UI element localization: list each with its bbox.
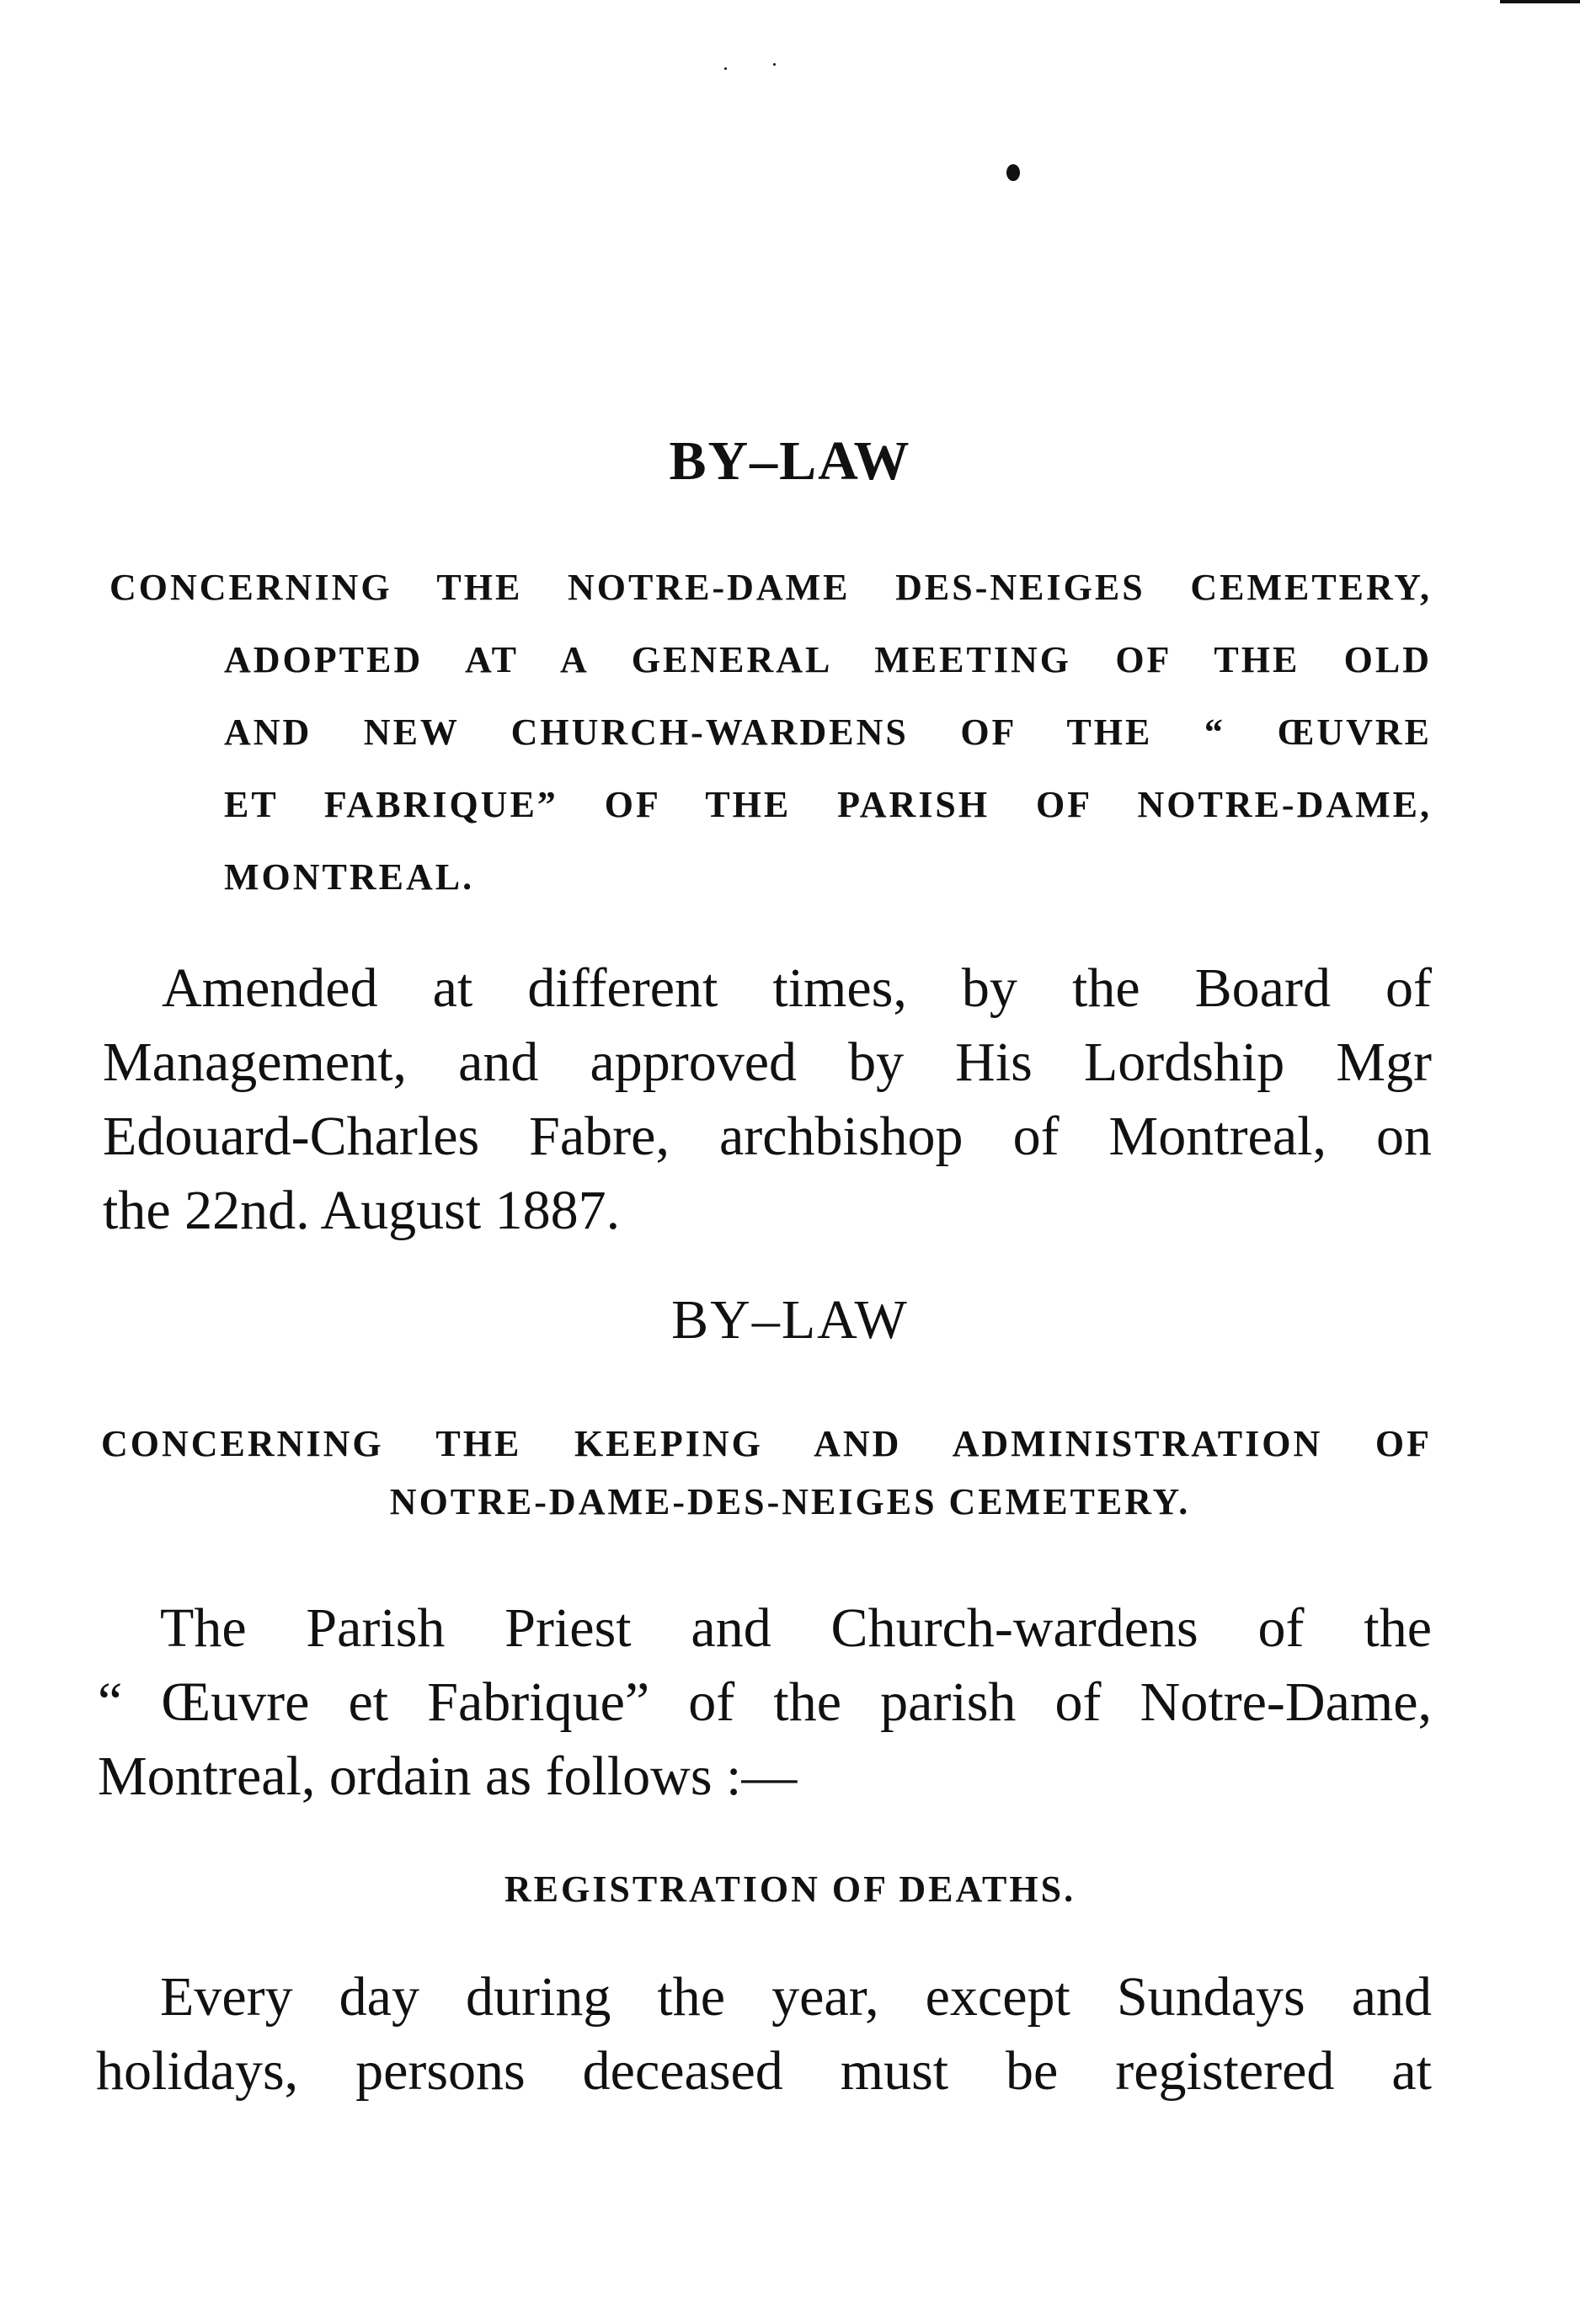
preamble-line: Montreal, ordain as follows :— <box>98 1746 798 1807</box>
amendment-line: the 22nd. August 1887. <box>103 1180 621 1241</box>
section-line: holidays, persons deceased must be registered at <box>96 2040 1432 2102</box>
second-bylaw-title: BY–LAW <box>671 1289 909 1351</box>
preamble-paragraph <box>98 1591 1432 1814</box>
first-bylaw-subtitle-line: CONCERNING THE NOTRE-DAME DES-NEIGES CEMETERY, <box>109 567 1432 608</box>
first-bylaw-subtitle-line: AND NEW CHURCH-WARDENS OF THE “ ŒUVRE <box>224 712 1432 753</box>
amendment-line: Edouard-Charles Fabre, archbishop of Montreal, on <box>103 1106 1432 1167</box>
edge-rule <box>1500 0 1580 3</box>
ink-speck <box>773 63 776 66</box>
section-heading: REGISTRATION OF DEATHS. <box>504 1868 1076 1910</box>
first-bylaw-subtitle-line: ADOPTED AT A GENERAL MEETING OF THE OLD <box>224 639 1432 680</box>
section-line: Every day during the year, except Sundays and <box>160 1966 1432 2028</box>
second-bylaw-subtitle-line: NOTRE-DAME-DES-NEIGES CEMETERY. <box>389 1481 1191 1522</box>
preamble-line: The Parish Priest and Church-wardens of the <box>160 1597 1432 1659</box>
amendment-paragraph <box>103 951 1432 1248</box>
second-bylaw-subtitle-line: CONCERNING THE KEEPING AND ADMINISTRATION OF <box>101 1423 1432 1464</box>
ink-speck <box>1006 164 1020 181</box>
section-paragraph <box>96 1960 1432 2108</box>
first-bylaw-title: BY–LAW <box>669 430 911 492</box>
first-bylaw-subtitle-line: MONTREAL. <box>224 856 475 898</box>
first-bylaw-subtitle-line: ET FABRIQUE” OF THE PARISH OF NOTRE-DAME, <box>224 784 1432 825</box>
ink-speck <box>724 67 727 70</box>
amendment-line: Amended at different times, by the Board of <box>162 957 1432 1019</box>
preamble-line: “ Œuvre et Fabrique” of the parish of Notre-Dame, <box>98 1671 1432 1733</box>
amendment-line: Management, and approved by His Lordship Mgr <box>103 1031 1432 1093</box>
